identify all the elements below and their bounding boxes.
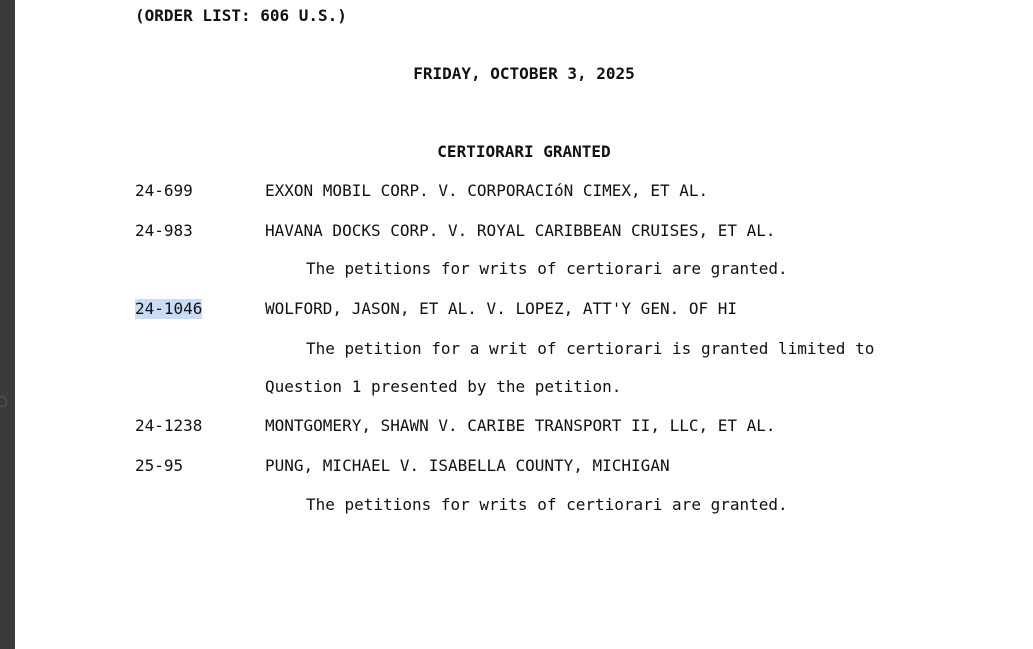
order-text: The petition for a writ of certiorari is granted limited to [306,339,875,358]
docket-number-selected[interactable]: 24-1046 [135,299,203,318]
left-gutter [0,0,15,649]
case-caption: EXXON MOBIL CORP. V. CORPORACIóN CIMEX, ET AL. [265,181,709,200]
docket-number: 24-699 [135,181,193,200]
case-caption: HAVANA DOCKS CORP. V. ROYAL CARIBBEAN CRUISES, ET AL. [265,221,776,240]
order-list-header: (ORDER LIST: 606 U.S.) [135,6,347,25]
section-heading: CERTIORARI GRANTED [437,142,611,161]
order-date: FRIDAY, OCTOBER 3, 2025 [413,64,635,83]
document-page [15,0,1033,649]
case-caption: MONTGOMERY, SHAWN V. CARIBE TRANSPORT II, LLC, ET AL. [265,416,776,435]
case-caption: WOLFORD, JASON, ET AL. V. LOPEZ, ATT'Y GEN. OF HI [265,299,738,318]
order-text: The petitions for writs of certiorari are granted. [306,259,788,278]
gutter-handle-icon[interactable] [0,396,7,407]
docket-number: 24-983 [135,221,193,240]
order-text: The petitions for writs of certiorari are granted. [306,495,788,514]
order-text-continued: Question 1 presented by the petition. [265,377,622,396]
docket-number: 24-1238 [135,416,203,435]
case-caption: PUNG, MICHAEL V. ISABELLA COUNTY, MICHIGAN [265,456,670,475]
docket-number: 25-95 [135,456,184,475]
